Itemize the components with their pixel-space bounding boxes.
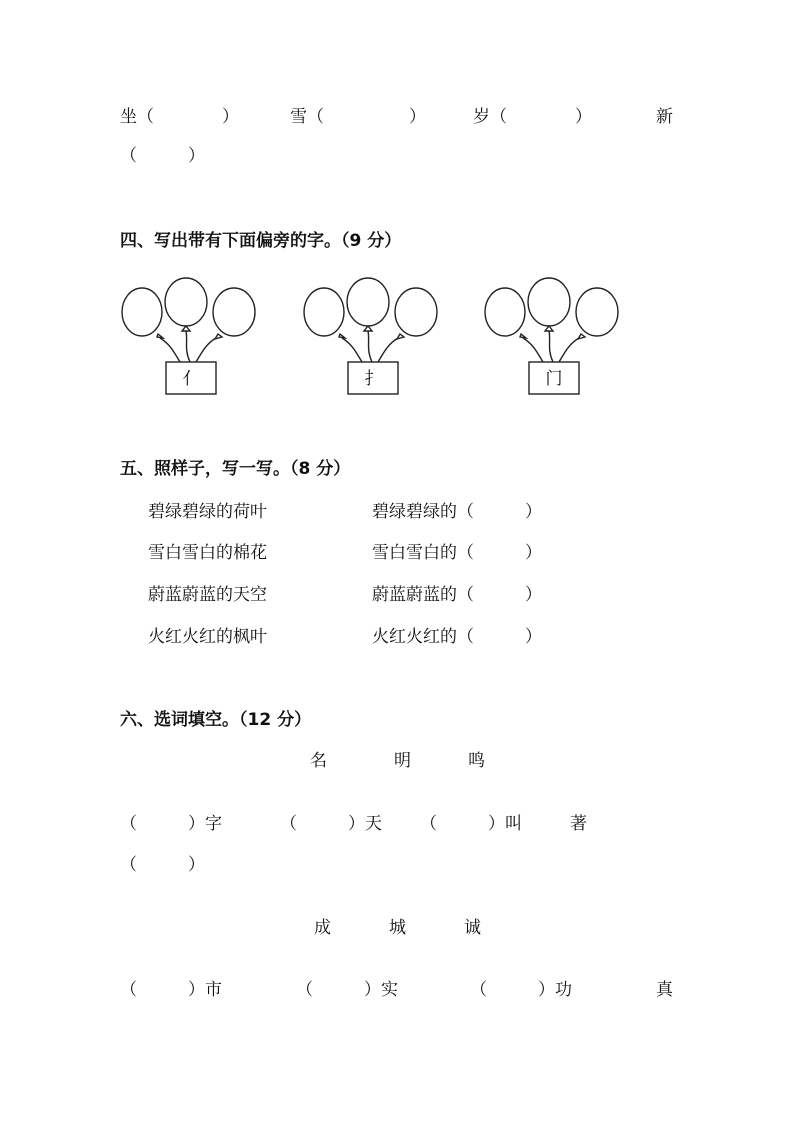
q5-prompt-4[interactable]: 火红火红的（ ） bbox=[372, 627, 542, 647]
q5-example-2: 雪白雪白的棉花 bbox=[148, 543, 267, 563]
q6-title: 六、选词填空。（12 分） bbox=[120, 710, 312, 730]
q6-option-ming2: 明 bbox=[394, 751, 411, 771]
q6-blank-zi[interactable]: （ ）字 bbox=[120, 814, 222, 834]
q6-option-ming1: 名 bbox=[310, 751, 327, 771]
q3-blank-sui[interactable]: 岁（ ） bbox=[473, 107, 592, 127]
q5-prompt-3[interactable]: 蔚蓝蔚蓝的（ ） bbox=[372, 585, 542, 605]
q3-blank-xue[interactable]: 雪（ ） bbox=[290, 107, 426, 127]
q6-blank-shi2[interactable]: （ ）实 bbox=[296, 980, 398, 1000]
q5-example-3: 蔚蓝蔚蓝的天空 bbox=[148, 585, 267, 605]
q5-example-4: 火红火红的枫叶 bbox=[148, 627, 267, 647]
q5-example-1: 碧绿碧绿的荷叶 bbox=[148, 502, 267, 522]
q6-option-cheng3: 诚 bbox=[464, 918, 481, 938]
q6-option-ming3: 鸣 bbox=[468, 751, 485, 771]
radical-shou: 扌 bbox=[364, 369, 382, 389]
q6-blank-shi[interactable]: （ ）市 bbox=[120, 980, 222, 1000]
q3-char-xin: 新 bbox=[656, 107, 673, 127]
q6-blank-zhu[interactable]: （ ） bbox=[120, 855, 205, 875]
q5-prompt-1[interactable]: 碧绿碧绿的（ ） bbox=[372, 502, 542, 522]
q6-blank-jiao[interactable]: （ ）叫 bbox=[420, 814, 522, 834]
radical-ren: 亻 bbox=[182, 369, 200, 389]
q6-char-zhen: 真 bbox=[656, 980, 673, 1000]
q3-blank-zuo[interactable]: 坐（ ） bbox=[120, 107, 239, 127]
q6-blank-tian[interactable]: （ ）天 bbox=[280, 814, 382, 834]
balloon-group-2 bbox=[300, 276, 446, 398]
q6-option-cheng1: 成 bbox=[314, 918, 331, 938]
q3-blank-xin[interactable]: （ ） bbox=[120, 146, 205, 166]
balloon-group-3 bbox=[481, 276, 627, 398]
q4-title: 四、写出带有下面偏旁的字。（9 分） bbox=[120, 231, 402, 251]
q6-blank-gong[interactable]: （ ）功 bbox=[470, 980, 572, 1000]
q6-char-zhu: 著 bbox=[570, 814, 587, 834]
radical-men: 门 bbox=[545, 369, 563, 389]
q6-option-cheng2: 城 bbox=[389, 918, 406, 938]
q5-title: 五、照样子，写一写。（8 分） bbox=[120, 459, 351, 479]
q5-prompt-2[interactable]: 雪白雪白的（ ） bbox=[372, 543, 542, 563]
balloon-group-1 bbox=[118, 276, 264, 398]
